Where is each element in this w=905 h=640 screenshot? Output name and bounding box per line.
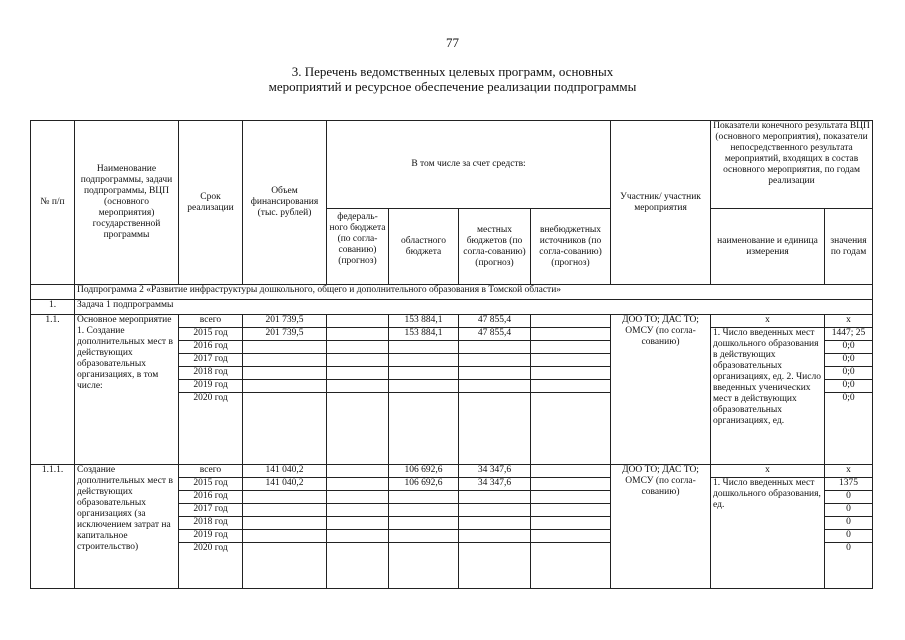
task-row	[31, 300, 873, 315]
cell-term: 2015 год	[179, 328, 243, 341]
header-indicators: Показатели конечного результата ВЦП (основного мероприятия), показатели непосредственного результата мероприятий, входящих в состав основного мероприятия, по годам реализации	[711, 121, 873, 209]
indicator-value: х	[825, 315, 873, 328]
header-ind-name: наименование и единица измерения	[711, 209, 825, 285]
cell-local	[459, 504, 531, 517]
cell-regional	[389, 367, 459, 380]
cell-local	[459, 530, 531, 543]
cell-federal	[327, 478, 389, 491]
cell-term: 2018 год	[179, 517, 243, 530]
cell-federal	[327, 393, 389, 465]
cell-federal	[327, 354, 389, 367]
cell-volume	[243, 393, 327, 465]
cell-extra	[531, 380, 611, 393]
cell-federal	[327, 367, 389, 380]
header-sources: В том числе за счет средств:	[327, 121, 611, 209]
cell-local: 47 855,4	[459, 328, 531, 341]
indicator-value: 0	[825, 530, 873, 543]
cell-term: 2018 год	[179, 367, 243, 380]
cell-extra	[531, 328, 611, 341]
cell-extra	[531, 543, 611, 589]
cell-extra	[531, 315, 611, 328]
cell-volume	[243, 517, 327, 530]
header-federal: федераль-ного бюджета (по согла-сованию) (прогноз)	[327, 209, 389, 285]
table-row	[31, 315, 873, 328]
indicator-value: 0;0	[825, 354, 873, 367]
cell-regional	[389, 504, 459, 517]
indicator-x: х	[711, 315, 825, 328]
cell-extra	[531, 465, 611, 478]
cell-regional	[389, 393, 459, 465]
cell-local	[459, 341, 531, 354]
header-volume: Объем финансирования (тыс. рублей)	[243, 121, 327, 285]
cell-term: 2017 год	[179, 504, 243, 517]
cell-federal	[327, 328, 389, 341]
header-name: Наименование подпрограммы, задачи подпрограммы, ВЦП (основного мероприятия) государственной программы	[75, 121, 179, 285]
cell-volume: 201 739,5	[243, 328, 327, 341]
cell-extra	[531, 530, 611, 543]
participant: ДОО ТО; ДАС ТО; ОМСУ (по согла-сованию)	[611, 465, 711, 589]
indicator-value: 0	[825, 491, 873, 504]
cell-local	[459, 367, 531, 380]
cell-volume	[243, 341, 327, 354]
cell-federal	[327, 517, 389, 530]
cell-term: 2020 год	[179, 543, 243, 589]
task-num: 1.	[31, 300, 75, 315]
header-extra: внебюджетных источников (по согла-сованию) (прогноз)	[531, 209, 611, 285]
cell-regional: 153 884,1	[389, 315, 459, 328]
indicator-text: 1. Число введенных мест дошкольного образования, ед.	[711, 478, 825, 589]
cell-federal	[327, 341, 389, 354]
cell-regional	[389, 530, 459, 543]
subprogram-title: Подпрограмма 2 «Развитие инфраструктуры дошкольного, общего и дополнительного образования в Томской области»	[75, 285, 873, 300]
cell-extra	[531, 367, 611, 380]
cell-local	[459, 354, 531, 367]
cell-federal	[327, 380, 389, 393]
cell-local: 47 855,4	[459, 315, 531, 328]
cell-local	[459, 380, 531, 393]
header-num: № п/п	[31, 121, 75, 285]
activity-name: Основное мероприятие 1. Создание дополнительных мест в действующих образовательных организациях, в том числе:	[75, 315, 179, 465]
header-term: Срок реализации	[179, 121, 243, 285]
cell-regional: 106 692,6	[389, 478, 459, 491]
header-local: местных бюджетов (по согла-сованию) (прогноз)	[459, 209, 531, 285]
cell-term: всего	[179, 465, 243, 478]
cell-extra	[531, 393, 611, 465]
cell-federal	[327, 315, 389, 328]
cell-extra	[531, 491, 611, 504]
cell-volume	[243, 530, 327, 543]
header-ind-values: значения по годам	[825, 209, 873, 285]
row-num: 1.1.	[31, 315, 75, 465]
cell-term: 2019 год	[179, 380, 243, 393]
indicator-value: 0	[825, 543, 873, 589]
indicator-value: 1447; 25	[825, 328, 873, 341]
indicator-value: х	[825, 465, 873, 478]
cell-volume	[243, 543, 327, 589]
cell-term: 2015 год	[179, 478, 243, 491]
cell-local: 34 347,6	[459, 478, 531, 491]
cell-extra	[531, 504, 611, 517]
program-table	[30, 120, 873, 589]
cell-federal	[327, 530, 389, 543]
cell-regional	[389, 341, 459, 354]
participant: ДОО ТО; ДАС ТО; ОМСУ (по согла-сованию)	[611, 315, 711, 465]
cell-local	[459, 491, 531, 504]
cell-extra	[531, 354, 611, 367]
subprogram-row	[31, 285, 873, 300]
cell-federal	[327, 543, 389, 589]
cell-local	[459, 517, 531, 530]
indicator-value: 0;0	[825, 393, 873, 465]
title-line-2: мероприятий и ресурсное обеспечение реализации подпрограммы	[268, 79, 637, 94]
cell-federal	[327, 504, 389, 517]
cell-term: 2020 год	[179, 393, 243, 465]
indicator-text: 1. Число введенных мест дошкольного образования в действующих образовательных организациях, ед. 2. Число введенных ученических мест в действующих образовательных организациях, ед.	[711, 328, 825, 465]
indicator-value: 0;0	[825, 341, 873, 354]
row-num: 1.1.1.	[31, 465, 75, 589]
cell-term: 2019 год	[179, 530, 243, 543]
indicator-value: 0;0	[825, 367, 873, 380]
cell-volume	[243, 504, 327, 517]
cell-volume	[243, 367, 327, 380]
cell-volume	[243, 380, 327, 393]
indicator-value: 0	[825, 504, 873, 517]
cell-regional	[389, 543, 459, 589]
indicator-value: 0;0	[825, 380, 873, 393]
indicator-value: 1375	[825, 478, 873, 491]
cell-term: 2016 год	[179, 491, 243, 504]
cell-volume	[243, 354, 327, 367]
cell-volume	[243, 491, 327, 504]
cell-volume: 141 040,2	[243, 478, 327, 491]
cell-federal	[327, 465, 389, 478]
cell-local	[459, 393, 531, 465]
header-regional: областного бюджета	[389, 209, 459, 285]
cell-volume: 141 040,2	[243, 465, 327, 478]
cell-regional	[389, 380, 459, 393]
title-line-1: 3. Перечень ведомственных целевых программ, основных	[291, 64, 614, 79]
activity-name: Создание дополнительных мест в действующих образовательных организациях (за исключением затрат на капитальное строительство)	[75, 465, 179, 589]
page-number: 77	[446, 35, 459, 50]
indicator-value: 0	[825, 517, 873, 530]
document-title	[0, 64, 905, 94]
cell-term: всего	[179, 315, 243, 328]
cell-federal	[327, 491, 389, 504]
cell-term: 2016 год	[179, 341, 243, 354]
header-participant: Участник/ участник мероприятия	[611, 121, 711, 285]
cell-extra	[531, 478, 611, 491]
cell-regional	[389, 491, 459, 504]
cell-regional	[389, 354, 459, 367]
table-row	[31, 465, 873, 478]
indicator-x: х	[711, 465, 825, 478]
task-title: Задача 1 подпрограммы	[75, 300, 873, 315]
cell-regional	[389, 517, 459, 530]
cell-term: 2017 год	[179, 354, 243, 367]
cell-local: 34 347,6	[459, 465, 531, 478]
cell-local	[459, 543, 531, 589]
cell-extra	[531, 517, 611, 530]
cell-regional: 106 692,6	[389, 465, 459, 478]
cell-extra	[531, 341, 611, 354]
cell-regional: 153 884,1	[389, 328, 459, 341]
cell-volume: 201 739,5	[243, 315, 327, 328]
